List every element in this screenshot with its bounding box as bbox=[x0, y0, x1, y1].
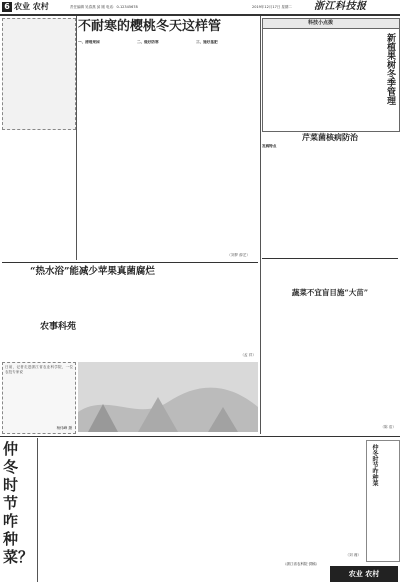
essay-col1 bbox=[40, 440, 118, 580]
cherry-title: 不耐寒的樱桃冬天这样管 bbox=[78, 19, 222, 34]
vegetable-top-rule bbox=[262, 258, 398, 259]
date-line: 2019年12月17日 星期二 bbox=[252, 5, 292, 9]
cherry-body-col1: 一、清理果园 bbox=[78, 40, 100, 44]
masthead: 浙江科技报 bbox=[314, 1, 367, 12]
bottom-tail: （浙江省农科院 供稿） bbox=[283, 562, 320, 566]
vegetable-right-col: （陈 浩） bbox=[380, 424, 396, 429]
vegetable-body bbox=[262, 300, 398, 358]
essay-col2 bbox=[121, 440, 199, 580]
editor-line: 责任编辑 吴春燕 邱 刚 电话：0-12345678 bbox=[70, 5, 138, 9]
mushroom-title: 芹菜菌核病防治 bbox=[302, 132, 358, 142]
cherry-body-col2: 二、做好防寒 bbox=[137, 40, 159, 44]
tips-box bbox=[262, 18, 400, 132]
essay-col4: （刘 湘） bbox=[345, 552, 361, 557]
essay-top-rule bbox=[0, 436, 400, 437]
divider-v1 bbox=[76, 16, 77, 260]
divider-v2 bbox=[260, 16, 261, 434]
mushroom-body: 发病特点 bbox=[262, 144, 277, 148]
cherry-body-col3: 三、施好基肥 （刘梦 薛艺） bbox=[196, 40, 250, 257]
frost-body-col3: （孟 祥） bbox=[240, 352, 256, 357]
frost-top-rule bbox=[2, 262, 258, 263]
essay-col3 bbox=[202, 440, 280, 580]
column-small-box: 日前，记者走进浙江省农业科学院，一位农技专家说 杨伟峰 摄 bbox=[2, 362, 76, 434]
page-number-badge: 6 bbox=[2, 2, 12, 12]
tips-body bbox=[265, 31, 361, 127]
frost-title: “热水浴”能减少苹果真菌腐烂 bbox=[30, 266, 155, 277]
essay-title: 仲冬时节 咋种菜？ bbox=[3, 440, 34, 566]
vegetable-title: 蔬菜不宜盲目施“大苗” bbox=[291, 288, 369, 297]
vegetable-photo bbox=[78, 362, 258, 432]
divider-v3 bbox=[37, 438, 38, 582]
tips-title: 新植果树冬季管理 bbox=[385, 33, 395, 105]
column-life-label: 农事科苑 bbox=[40, 322, 77, 332]
header-rule bbox=[0, 14, 400, 16]
column-small-text: 日前，记者走进浙江省农业科学院，一位农技专家说 bbox=[5, 365, 73, 375]
page-header bbox=[0, 0, 400, 14]
bottom-box: 仲冬时节咋种菜 bbox=[366, 440, 400, 562]
section-name: 农业 农村 bbox=[14, 2, 49, 11]
tips-label-banner: 科技小点拨 bbox=[263, 19, 399, 29]
cherry-left-column bbox=[2, 130, 74, 260]
cherry-byline: （刘梦 薛艺） bbox=[227, 252, 250, 257]
frost-body-col2 bbox=[88, 282, 170, 360]
footer-logo: 农业 农村 bbox=[330, 566, 398, 582]
frost-body-col1 bbox=[2, 282, 84, 360]
quote-box bbox=[2, 18, 76, 130]
vegetable-top-text bbox=[262, 262, 398, 288]
